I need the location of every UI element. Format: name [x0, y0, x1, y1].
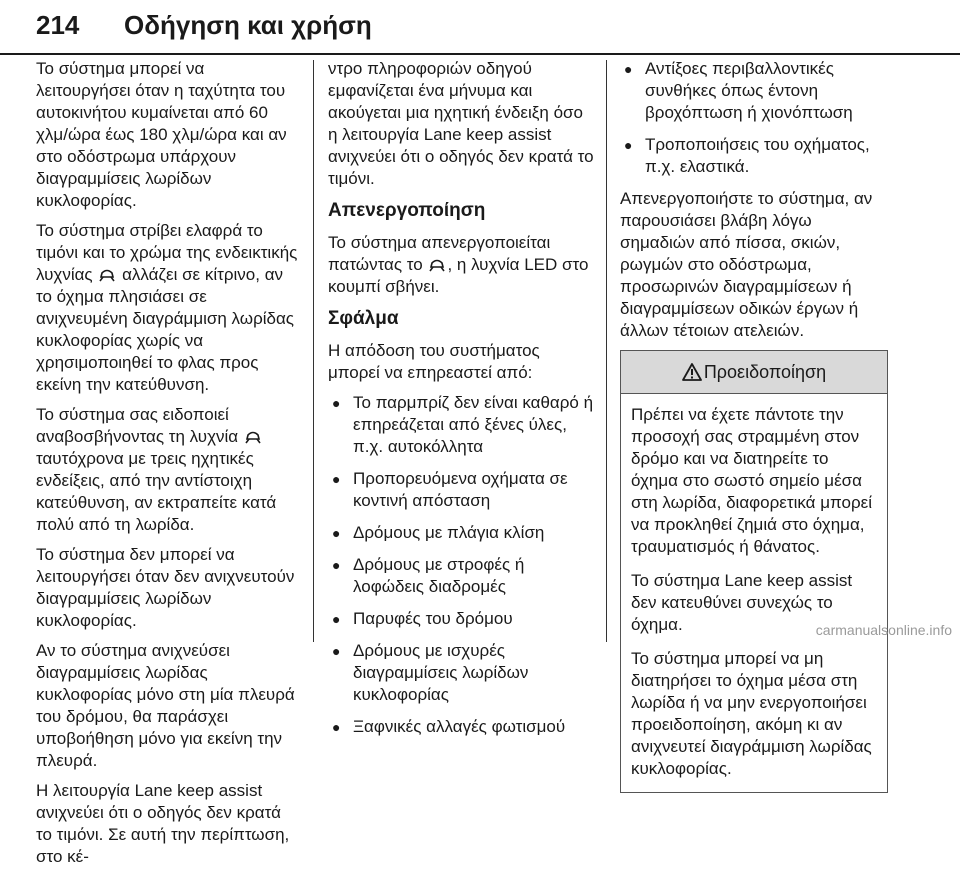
list-item: ● Αντίξοες περιβαλλοντικές συνθήκες όπως έντονη βροχόπτωση ή χιονόπτωση [620, 58, 888, 124]
warning-box [620, 350, 888, 793]
warning-title: Προειδοποίηση [703, 362, 827, 382]
paragraph: Το σύστημα δεν μπορεί να λειτουργήσει όταν δεν ανιχνευτούν διαγραμμίσεις λωρίδων κυκλοφορίας. [36, 545, 295, 630]
list-item: ● Ξαφνικές αλλαγές φωτισμού [328, 716, 594, 738]
warning-triangle-icon [682, 363, 702, 381]
paragraph: Πρέπει να έχετε πάντοτε την προσοχή σας στραμμένη στον δρόμο και να διατηρείτε το όχημα στο σωστό σημείο μέσα στη λωρίδα, διαφορετικά μπορεί να προκληθεί ζημιά στο όχημα, τραυματισμός ή θάνατος. [631, 405, 872, 556]
warning-header [621, 351, 887, 394]
list-item: ● Τροποποιήσεις του οχήματος, π.χ. ελαστικά. [620, 134, 888, 178]
column-1 [36, 58, 298, 876]
page-number: 214 [36, 10, 80, 40]
page-title: Οδήγηση και χρήση [124, 10, 372, 40]
page-header [0, 0, 960, 54]
section-heading-deactivation: Απενεργοποίηση [328, 200, 486, 221]
paragraph: Η απόδοση του συστήματος μπορεί να επηρεαστεί από: [328, 341, 540, 382]
fault-list-continued [620, 58, 888, 178]
list-item: ● Προπορευόμενα οχήματα σε κοντινή απόσταση [328, 468, 594, 512]
paragraph: Το σύστημα Lane keep assist δεν κατευθύνει συνεχώς το όχημα. [631, 571, 853, 634]
list-item: ● Δρόμους με ισχυρές διαγραμμίσεις λωρίδων κυκλοφορίας [328, 640, 594, 706]
column-divider [313, 60, 314, 642]
section-heading-fault: Σφάλμα [328, 308, 399, 329]
paragraph: Η λειτουργία Lane keep assist ανιχνεύει ότι ο οδηγός δεν κρατά το τιμόνι. Σε αυτή την περίπτωση, στο κέ- [36, 781, 290, 866]
paragraph: Το σύστημα σας ειδοποιεί αναβοσβήνοντας τη λυχνία ταυτόχρονα με τρεις ηχητικές ενδείξεις, από την αντίστοιχη κατεύθυνση, αν εκτραπείτε κατά πολύ από τη λωρίδα. [36, 405, 277, 534]
paragraph: Το σύστημα μπορεί να λειτουργήσει όταν η ταχύτητα του αυτοκινήτου κυμαίνεται από 60 χλμ/ώρα έως 180 χλμ/ώρα και αν στο οδόστρωμα υπάρχουν διαγραμμίσεις λωρίδων κυκλοφορίας. [36, 59, 287, 210]
lane-departure-icon [97, 268, 117, 282]
paragraph: Αν το σύστημα ανιχνεύσει διαγραμμίσεις λωρίδας κυκλοφορίας μόνο στη μία πλευρά του δρόμου, θα παράσχει υποβοήθηση μόνο για εκείνη την πλευρά. [36, 641, 295, 770]
paragraph: Το σύστημα απενεργοποιείται πατώντας το , η λυχνία LED στο κουμπί σβήνει. [328, 233, 589, 296]
paragraph: Το σύστημα μπορεί να μη διατηρήσει το όχημα μέσα στη λωρίδα ή να μην ενεργοποιήσει προειδοποίηση, ακόμη κι αν ανιχνευτεί διαγράμμιση λωρίδας κυκλοφορίας. [631, 649, 872, 778]
header-rule [0, 53, 960, 55]
column-2 [328, 58, 594, 748]
list-item: ● Το παρμπρίζ δεν είναι καθαρό ή επηρεάζεται από ξένες ύλες, π.χ. αυτοκόλλητα [328, 392, 594, 458]
list-item: ● Δρόμους με πλάγια κλίση [328, 522, 594, 544]
watermark: carmanualsonline.info [815, 622, 952, 638]
paragraph: Απενεργοποιήστε το σύστημα, αν παρουσιάσει βλάβη λόγω σημαδιών από πίσσα, σκιών, ρωγμών στο οδόστρωμα, προσωρινών διαγραμμίσεων ή διαγραμμίσεων οδικών έργων ή άλλων τέτοιων ατελειών. [620, 189, 873, 340]
list-item: ● Παρυφές του δρόμου [328, 608, 594, 630]
warning-body [621, 394, 887, 780]
lane-departure-icon [243, 430, 263, 444]
list-item: ● Δρόμους με στροφές ή λοφώδεις διαδρομές [328, 554, 594, 598]
paragraph: ντρο πληροφοριών οδηγού εμφανίζεται ένα μήνυμα και ακούγεται μια ηχητική ένδειξη όσο η λειτουργία Lane keep assist ανιχνεύει ότι ο οδηγός δεν κρατά το τιμόνι. [328, 59, 594, 188]
fault-list [328, 392, 594, 738]
paragraph: Το σύστημα στρίβει ελαφρά το τιμόνι και το χρώμα της ενδεικτικής λυχνίας αλλάζει σε κίτρινο, αν το όχημα πλησιάσει σε ανιχνευμένη διαγράμμιση λωρίδας κυκλοφορίας χωρίς να χρησιμοποιηθεί το φλας προς εκείνη την κατεύθυνση. [36, 221, 298, 394]
lane-departure-icon [427, 258, 447, 272]
column-3 [620, 58, 888, 793]
column-divider [606, 60, 607, 642]
